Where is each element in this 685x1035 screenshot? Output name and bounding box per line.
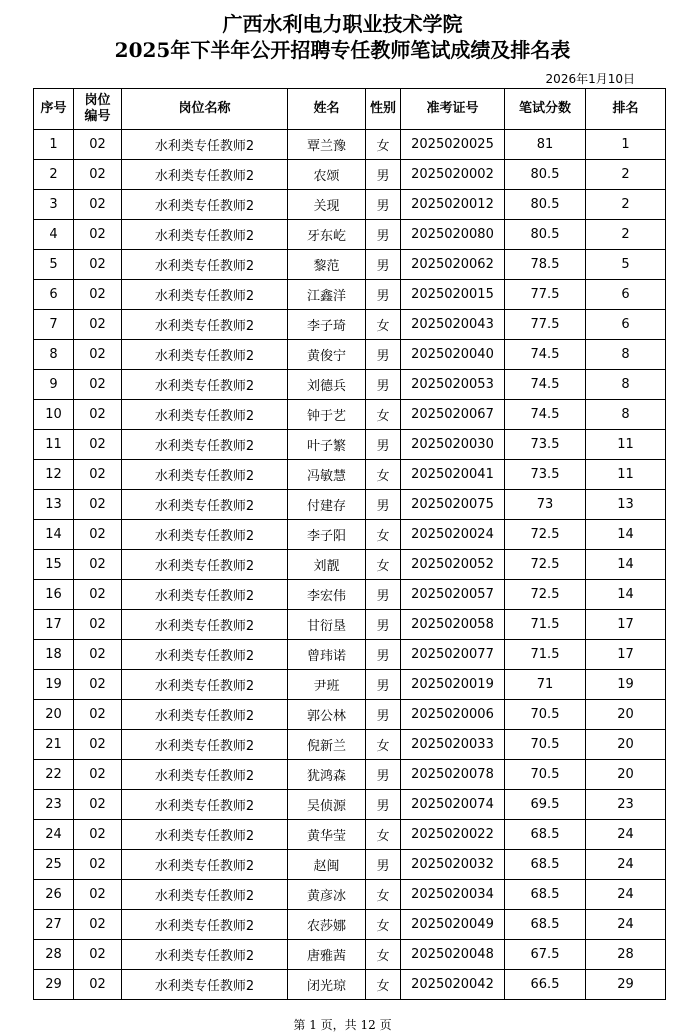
header-col-gender: 性别: [366, 89, 401, 130]
cell-col-post-name: 水利类专任教师2: [122, 340, 288, 370]
table-row: [34, 370, 666, 400]
cell-col-name: 吴侦源: [288, 790, 366, 820]
cell-col-gender: 女: [366, 970, 401, 1000]
cell-col-score: 67.5: [505, 940, 586, 970]
cell-col-score: 80.5: [505, 160, 586, 190]
cell-col-post-code: 02: [74, 370, 122, 400]
cell-col-name: 唐雅茜: [288, 940, 366, 970]
cell-col-post-code: 02: [74, 430, 122, 460]
cell-col-score: 72.5: [505, 580, 586, 610]
cell-col-name: 李宏伟: [288, 580, 366, 610]
cell-col-rank: 24: [586, 820, 666, 850]
table-row: [34, 970, 666, 1000]
cell-col-post-code: 02: [74, 820, 122, 850]
cell-col-gender: 女: [366, 520, 401, 550]
cell-col-name: 冯敏慧: [288, 460, 366, 490]
cell-col-rank: 13: [586, 490, 666, 520]
cell-col-name: 赵闽: [288, 850, 366, 880]
cell-col-post-name: 水利类专任教师2: [122, 910, 288, 940]
cell-col-seq: 17: [34, 610, 74, 640]
cell-col-rank: 17: [586, 610, 666, 640]
cell-col-post-code: 02: [74, 580, 122, 610]
cell-col-rank: 20: [586, 760, 666, 790]
cell-col-score: 68.5: [505, 910, 586, 940]
cell-col-score: 74.5: [505, 340, 586, 370]
cell-col-post-name: 水利类专任教师2: [122, 190, 288, 220]
cell-col-post-code: 02: [74, 220, 122, 250]
cell-col-post-code: 02: [74, 610, 122, 640]
cell-col-rank: 6: [586, 310, 666, 340]
cell-col-rank: 6: [586, 280, 666, 310]
page-indicator: 第 1 页，共 12 页: [293, 1018, 392, 1032]
cell-col-name: 李子阳: [288, 520, 366, 550]
header-col-post-code: 岗位编号: [74, 89, 122, 130]
cell-col-gender: 男: [366, 430, 401, 460]
cell-col-gender: 女: [366, 460, 401, 490]
cell-col-seq: 15: [34, 550, 74, 580]
cell-col-ticket: 2025020034: [401, 880, 505, 910]
cell-col-gender: 男: [366, 370, 401, 400]
cell-col-ticket: 2025020012: [401, 190, 505, 220]
cell-col-score: 71.5: [505, 610, 586, 640]
cell-col-post-name: 水利类专任教师2: [122, 310, 288, 340]
cell-col-post-name: 水利类专任教师2: [122, 460, 288, 490]
cell-col-seq: 11: [34, 430, 74, 460]
cell-col-ticket: 2025020040: [401, 340, 505, 370]
document-title: 广西水利电力职业技术学院: [222, 12, 463, 36]
cell-col-post-name: 水利类专任教师2: [122, 730, 288, 760]
cell-col-rank: 29: [586, 970, 666, 1000]
cell-col-rank: 14: [586, 580, 666, 610]
cell-col-rank: 24: [586, 910, 666, 940]
cell-col-seq: 8: [34, 340, 74, 370]
cell-col-score: 74.5: [505, 370, 586, 400]
cell-col-post-code: 02: [74, 310, 122, 340]
header-col-score: 笔试分数: [505, 89, 586, 130]
cell-col-post-name: 水利类专任教师2: [122, 520, 288, 550]
cell-col-rank: 14: [586, 550, 666, 580]
cell-col-score: 78.5: [505, 250, 586, 280]
cell-col-post-code: 02: [74, 190, 122, 220]
cell-col-post-code: 02: [74, 760, 122, 790]
cell-col-post-name: 水利类专任教师2: [122, 760, 288, 790]
cell-col-score: 77.5: [505, 280, 586, 310]
cell-col-post-code: 02: [74, 790, 122, 820]
table-row: [34, 130, 666, 160]
cell-col-ticket: 2025020057: [401, 580, 505, 610]
cell-col-rank: 17: [586, 640, 666, 670]
cell-col-post-code: 02: [74, 910, 122, 940]
cell-col-post-name: 水利类专任教师2: [122, 280, 288, 310]
table-row: [34, 700, 666, 730]
cell-col-gender: 男: [366, 160, 401, 190]
cell-col-gender: 女: [366, 400, 401, 430]
cell-col-score: 66.5: [505, 970, 586, 1000]
cell-col-ticket: 2025020080: [401, 220, 505, 250]
cell-col-gender: 男: [366, 340, 401, 370]
cell-col-post-code: 02: [74, 730, 122, 760]
cell-col-ticket: 2025020062: [401, 250, 505, 280]
cell-col-name: 闭光琼: [288, 970, 366, 1000]
cell-col-name: 刘德兵: [288, 370, 366, 400]
cell-col-post-code: 02: [74, 550, 122, 580]
cell-col-gender: 女: [366, 730, 401, 760]
table-row: [34, 160, 666, 190]
cell-col-seq: 14: [34, 520, 74, 550]
cell-col-gender: 男: [366, 790, 401, 820]
cell-col-rank: 5: [586, 250, 666, 280]
cell-col-seq: 16: [34, 580, 74, 610]
table-row: [34, 490, 666, 520]
cell-col-post-code: 02: [74, 490, 122, 520]
cell-col-ticket: 2025020024: [401, 520, 505, 550]
table-row: [34, 820, 666, 850]
cell-col-ticket: 2025020077: [401, 640, 505, 670]
cell-col-score: 73: [505, 490, 586, 520]
cell-col-score: 69.5: [505, 790, 586, 820]
cell-col-post-name: 水利类专任教师2: [122, 610, 288, 640]
table-row: [34, 640, 666, 670]
cell-col-post-code: 02: [74, 970, 122, 1000]
cell-col-seq: 10: [34, 400, 74, 430]
cell-col-gender: 男: [366, 850, 401, 880]
cell-col-gender: 男: [366, 280, 401, 310]
cell-col-rank: 1: [586, 130, 666, 160]
cell-col-post-name: 水利类专任教师2: [122, 430, 288, 460]
cell-col-seq: 19: [34, 670, 74, 700]
cell-col-name: 甘衍垦: [288, 610, 366, 640]
cell-col-post-name: 水利类专任教师2: [122, 670, 288, 700]
cell-col-post-code: 02: [74, 700, 122, 730]
cell-col-seq: 24: [34, 820, 74, 850]
table-row: [34, 220, 666, 250]
cell-col-score: 68.5: [505, 820, 586, 850]
cell-col-rank: 19: [586, 670, 666, 700]
cell-col-ticket: 2025020058: [401, 610, 505, 640]
cell-col-post-code: 02: [74, 250, 122, 280]
cell-col-seq: 27: [34, 910, 74, 940]
cell-col-seq: 20: [34, 700, 74, 730]
cell-col-gender: 男: [366, 190, 401, 220]
cell-col-ticket: 2025020006: [401, 700, 505, 730]
header-col-rank: 排名: [586, 89, 666, 130]
cell-col-ticket: 2025020032: [401, 850, 505, 880]
cell-col-rank: 8: [586, 340, 666, 370]
cell-col-ticket: 2025020048: [401, 940, 505, 970]
cell-col-post-name: 水利类专任教师2: [122, 700, 288, 730]
cell-col-post-code: 02: [74, 460, 122, 490]
table-row: [34, 850, 666, 880]
cell-col-post-code: 02: [74, 160, 122, 190]
cell-col-seq: 9: [34, 370, 74, 400]
table-row: [34, 940, 666, 970]
cell-col-post-code: 02: [74, 340, 122, 370]
cell-col-gender: 男: [366, 580, 401, 610]
cell-col-score: 68.5: [505, 850, 586, 880]
cell-col-ticket: 2025020075: [401, 490, 505, 520]
cell-col-ticket: 2025020025: [401, 130, 505, 160]
cell-col-name: 黎范: [288, 250, 366, 280]
table-body: [34, 130, 666, 1000]
table-row: [34, 880, 666, 910]
cell-col-name: 倪新兰: [288, 730, 366, 760]
cell-col-score: 80.5: [505, 220, 586, 250]
header-col-name: 姓名: [288, 89, 366, 130]
cell-col-ticket: 2025020078: [401, 760, 505, 790]
table-header-row: [34, 89, 666, 130]
results-table: [33, 88, 666, 1000]
cell-col-post-code: 02: [74, 940, 122, 970]
cell-col-rank: 2: [586, 220, 666, 250]
table-row: [34, 190, 666, 220]
table-row: [34, 670, 666, 700]
cell-col-rank: 24: [586, 850, 666, 880]
cell-col-rank: 28: [586, 940, 666, 970]
cell-col-post-code: 02: [74, 640, 122, 670]
cell-col-ticket: 2025020042: [401, 970, 505, 1000]
cell-col-ticket: 2025020022: [401, 820, 505, 850]
table-row: [34, 250, 666, 280]
cell-col-name: 黄彦冰: [288, 880, 366, 910]
cell-col-seq: 7: [34, 310, 74, 340]
cell-col-post-name: 水利类专任教师2: [122, 490, 288, 520]
cell-col-seq: 22: [34, 760, 74, 790]
cell-col-name: 关现: [288, 190, 366, 220]
cell-col-rank: 8: [586, 400, 666, 430]
cell-col-rank: 11: [586, 460, 666, 490]
cell-col-name: 黄俊宁: [288, 340, 366, 370]
cell-col-seq: 13: [34, 490, 74, 520]
cell-col-name: 农颂: [288, 160, 366, 190]
table-row: [34, 760, 666, 790]
cell-col-post-name: 水利类专任教师2: [122, 580, 288, 610]
cell-col-name: 叶子繁: [288, 430, 366, 460]
cell-col-post-code: 02: [74, 280, 122, 310]
header-col-ticket: 准考证号: [401, 89, 505, 130]
cell-col-post-name: 水利类专任教师2: [122, 640, 288, 670]
cell-col-post-name: 水利类专任教师2: [122, 940, 288, 970]
cell-col-post-name: 水利类专任教师2: [122, 370, 288, 400]
cell-col-post-name: 水利类专任教师2: [122, 160, 288, 190]
cell-col-name: 付建存: [288, 490, 366, 520]
cell-col-ticket: 2025020030: [401, 430, 505, 460]
cell-col-gender: 男: [366, 760, 401, 790]
table-row: [34, 610, 666, 640]
cell-col-rank: 20: [586, 730, 666, 760]
header-col-seq: 序号: [34, 89, 74, 130]
cell-col-name: 江鑫洋: [288, 280, 366, 310]
table-row: [34, 580, 666, 610]
cell-col-gender: 女: [366, 910, 401, 940]
table-row: [34, 460, 666, 490]
cell-col-gender: 女: [366, 550, 401, 580]
cell-col-name: 刘靓: [288, 550, 366, 580]
cell-col-score: 72.5: [505, 550, 586, 580]
cell-col-post-code: 02: [74, 850, 122, 880]
cell-col-gender: 男: [366, 250, 401, 280]
cell-col-gender: 男: [366, 670, 401, 700]
cell-col-seq: 6: [34, 280, 74, 310]
cell-col-score: 73.5: [505, 430, 586, 460]
cell-col-seq: 29: [34, 970, 74, 1000]
cell-col-name: 犹鸿森: [288, 760, 366, 790]
cell-col-post-name: 水利类专任教师2: [122, 400, 288, 430]
cell-col-gender: 男: [366, 700, 401, 730]
header-col-post-name: 岗位名称: [122, 89, 288, 130]
cell-col-post-name: 水利类专任教师2: [122, 130, 288, 160]
cell-col-ticket: 2025020019: [401, 670, 505, 700]
cell-col-post-code: 02: [74, 130, 122, 160]
cell-col-name: 李子琦: [288, 310, 366, 340]
cell-col-post-name: 水利类专任教师2: [122, 250, 288, 280]
cell-col-seq: 5: [34, 250, 74, 280]
table-row: [34, 400, 666, 430]
cell-col-score: 70.5: [505, 730, 586, 760]
table-row: [34, 340, 666, 370]
cell-col-rank: 23: [586, 790, 666, 820]
cell-col-ticket: 2025020067: [401, 400, 505, 430]
cell-col-seq: 18: [34, 640, 74, 670]
cell-col-gender: 男: [366, 610, 401, 640]
cell-col-gender: 男: [366, 640, 401, 670]
cell-col-score: 71: [505, 670, 586, 700]
table-row: [34, 790, 666, 820]
cell-col-rank: 11: [586, 430, 666, 460]
cell-col-score: 68.5: [505, 880, 586, 910]
cell-col-post-code: 02: [74, 670, 122, 700]
cell-col-seq: 21: [34, 730, 74, 760]
cell-col-rank: 14: [586, 520, 666, 550]
cell-col-ticket: 2025020043: [401, 310, 505, 340]
cell-col-score: 70.5: [505, 760, 586, 790]
cell-col-seq: 28: [34, 940, 74, 970]
cell-col-seq: 25: [34, 850, 74, 880]
cell-col-rank: 2: [586, 190, 666, 220]
table-row: [34, 550, 666, 580]
cell-col-seq: 26: [34, 880, 74, 910]
cell-col-ticket: 2025020049: [401, 910, 505, 940]
cell-col-post-name: 水利类专任教师2: [122, 880, 288, 910]
cell-col-post-name: 水利类专任教师2: [122, 820, 288, 850]
cell-col-ticket: 2025020074: [401, 790, 505, 820]
cell-col-name: 曾玮诺: [288, 640, 366, 670]
cell-col-ticket: 2025020033: [401, 730, 505, 760]
cell-col-post-name: 水利类专任教师2: [122, 850, 288, 880]
cell-col-score: 73.5: [505, 460, 586, 490]
cell-col-post-name: 水利类专任教师2: [122, 220, 288, 250]
cell-col-post-code: 02: [74, 400, 122, 430]
cell-col-ticket: 2025020041: [401, 460, 505, 490]
cell-col-seq: 12: [34, 460, 74, 490]
cell-col-seq: 3: [34, 190, 74, 220]
cell-col-post-code: 02: [74, 880, 122, 910]
cell-col-name: 农莎娜: [288, 910, 366, 940]
cell-col-score: 74.5: [505, 400, 586, 430]
cell-col-score: 70.5: [505, 700, 586, 730]
cell-col-rank: 20: [586, 700, 666, 730]
document-subtitle: 2025年下半年公开招聘专任教师笔试成绩及排名表: [114, 38, 571, 62]
cell-col-seq: 2: [34, 160, 74, 190]
cell-col-name: 尹班: [288, 670, 366, 700]
cell-col-seq: 4: [34, 220, 74, 250]
cell-col-name: 覃兰豫: [288, 130, 366, 160]
cell-col-score: 81: [505, 130, 586, 160]
cell-col-ticket: 2025020015: [401, 280, 505, 310]
cell-col-gender: 女: [366, 940, 401, 970]
cell-col-name: 郭公林: [288, 700, 366, 730]
cell-col-gender: 男: [366, 490, 401, 520]
cell-col-post-name: 水利类专任教师2: [122, 790, 288, 820]
table-row: [34, 280, 666, 310]
cell-col-post-name: 水利类专任教师2: [122, 550, 288, 580]
cell-col-ticket: 2025020002: [401, 160, 505, 190]
cell-col-name: 钟于艺: [288, 400, 366, 430]
table-row: [34, 730, 666, 760]
cell-col-score: 72.5: [505, 520, 586, 550]
cell-col-score: 71.5: [505, 640, 586, 670]
cell-col-gender: 女: [366, 310, 401, 340]
cell-col-seq: 23: [34, 790, 74, 820]
cell-col-rank: 2: [586, 160, 666, 190]
cell-col-gender: 女: [366, 130, 401, 160]
document-date: 2026年1月10日: [545, 72, 635, 86]
cell-col-seq: 1: [34, 130, 74, 160]
cell-col-post-code: 02: [74, 520, 122, 550]
cell-col-score: 80.5: [505, 190, 586, 220]
table-row: [34, 520, 666, 550]
cell-col-gender: 女: [366, 820, 401, 850]
cell-col-rank: 24: [586, 880, 666, 910]
cell-col-post-name: 水利类专任教师2: [122, 970, 288, 1000]
cell-col-score: 77.5: [505, 310, 586, 340]
cell-col-ticket: 2025020052: [401, 550, 505, 580]
cell-col-name: 牙东屹: [288, 220, 366, 250]
cell-col-name: 黄华莹: [288, 820, 366, 850]
cell-col-rank: 8: [586, 370, 666, 400]
table-row: [34, 910, 666, 940]
table-row: [34, 310, 666, 340]
table-row: [34, 430, 666, 460]
cell-col-gender: 男: [366, 220, 401, 250]
cell-col-ticket: 2025020053: [401, 370, 505, 400]
cell-col-gender: 女: [366, 880, 401, 910]
